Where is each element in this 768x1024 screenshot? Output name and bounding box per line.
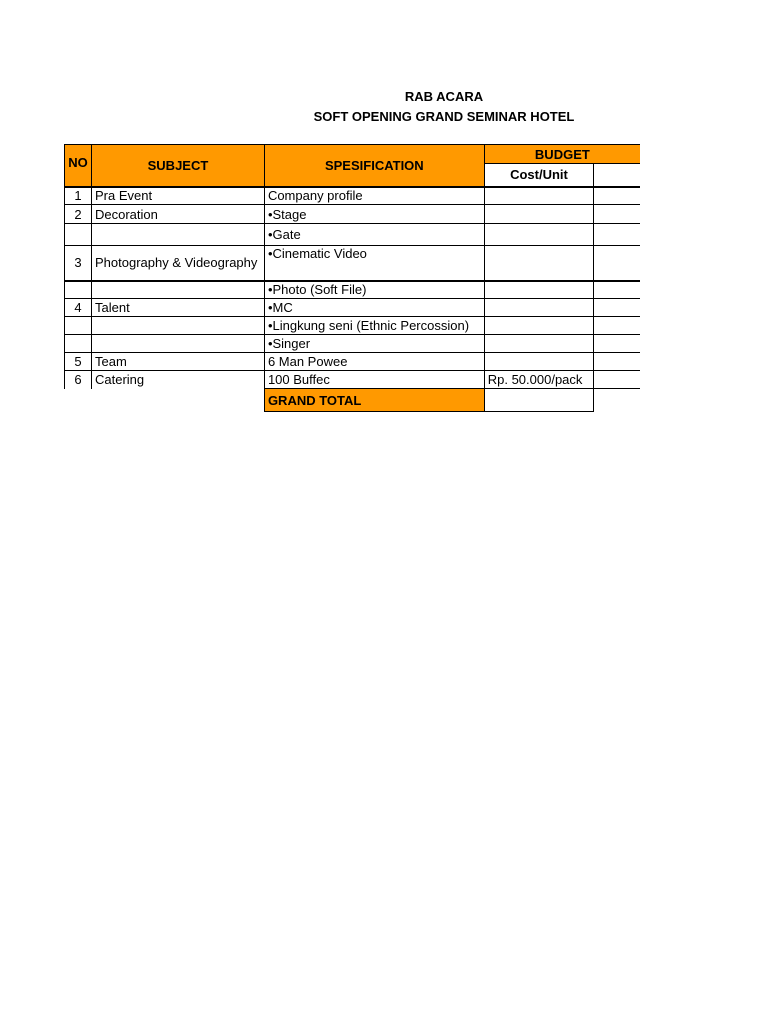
row-cost (484, 335, 594, 353)
header-budget: BUDGET (484, 145, 640, 164)
table-row (65, 205, 641, 224)
table-row (65, 187, 641, 205)
row-subject: Pra Event (92, 187, 265, 205)
row-cost (484, 299, 594, 317)
table-row (65, 224, 641, 246)
row-no: 1 (65, 187, 92, 205)
row-no: 5 (65, 353, 92, 371)
row-cost (484, 205, 594, 224)
row-spec: •Cinematic Video (264, 246, 484, 281)
row-spec: •Singer (264, 335, 484, 353)
table-row (65, 371, 641, 389)
row-no: 4 (65, 299, 92, 317)
row-cost (484, 353, 594, 371)
row-subject: Decoration (92, 205, 265, 224)
row-no (65, 317, 92, 335)
header-cost-unit: Cost/Unit (484, 164, 594, 187)
header-subject: SUBJECT (92, 145, 265, 187)
row-spec: •Gate (264, 224, 484, 246)
budget-table (64, 144, 640, 412)
row-subject: Team (92, 353, 265, 371)
document-subtitle: SOFT OPENING GRAND SEMINAR HOTEL (313, 109, 575, 124)
row-spec: 6 Man Powee (264, 353, 484, 371)
table-row (65, 299, 641, 317)
row-no (65, 281, 92, 299)
row-spec: •MC (264, 299, 484, 317)
row-cost (484, 224, 594, 246)
row-subject (92, 224, 265, 246)
row-spec: •Lingkung seni (Ethnic Percossion) (264, 317, 484, 335)
row-cost (484, 246, 594, 281)
table-row (65, 246, 641, 281)
row-no (65, 224, 92, 246)
row-subject: Talent (92, 299, 265, 317)
document-title: RAB ACARA (404, 89, 484, 104)
table-row (65, 317, 641, 335)
header-spesification: SPESIFICATION (264, 145, 484, 187)
row-subject: Catering (92, 371, 265, 389)
row-no (65, 335, 92, 353)
row-cost (484, 187, 594, 205)
budget-sheet (64, 144, 640, 416)
table-row (65, 335, 641, 353)
row-no: 2 (65, 205, 92, 224)
row-cost (484, 317, 594, 335)
row-cost: Rp. 50.000/pack (484, 371, 594, 389)
row-cost (484, 281, 594, 299)
row-subject: Photography & Videography (92, 246, 265, 281)
row-subject (92, 335, 265, 353)
grand-total-value (484, 389, 594, 412)
table-row (65, 353, 641, 371)
table-row (65, 281, 641, 299)
header-no: NO (65, 145, 92, 187)
row-subject (92, 281, 265, 299)
row-spec: •Photo (Soft File) (264, 281, 484, 299)
row-spec: •Stage (264, 205, 484, 224)
grand-total-label: GRAND TOTAL (264, 389, 484, 412)
row-no: 3 (65, 246, 92, 281)
grand-total-row (65, 389, 641, 412)
row-no: 6 (65, 371, 92, 389)
row-subject (92, 317, 265, 335)
row-spec: Company profile (264, 187, 484, 205)
row-spec: 100 Buffec (264, 371, 484, 389)
